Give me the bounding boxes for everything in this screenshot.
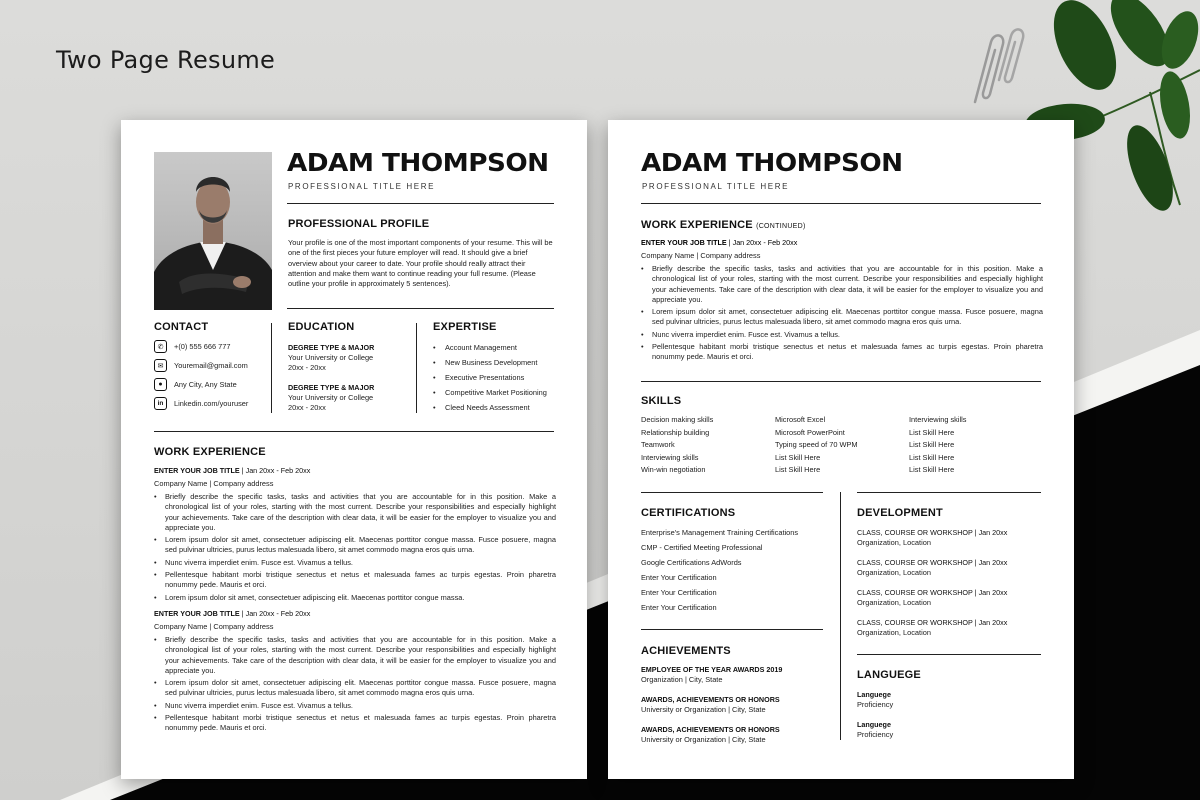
work-bullet: • Nunc viverra imperdiet enim. Fusce est. Vivamus a tellus. xyxy=(641,330,1043,340)
divider xyxy=(641,381,1041,382)
expertise-item: • Executive Presentations xyxy=(433,370,547,385)
work-bullet: • Lorem ipsum dolor sit amet, consectetuer adipiscing elit. Maecenas porttitor congue massa. xyxy=(154,593,556,603)
work-bullet: • Lorem ipsum dolor sit amet, consectetuer adipiscing elit. Maecenas porttitor congue massa. Fusce posuere, magna sed pulvinar ultricies, purus lectus malesuada libero, sit amet commodo magna eros quis urna. xyxy=(154,535,556,556)
resume-page-2 xyxy=(608,120,1074,779)
contact-linkedin[interactable]: in Linkedin.com/youruser xyxy=(154,394,248,413)
expertise-item: • Competitive Market Positioning xyxy=(433,385,547,400)
work-entry: ENTER YOUR JOB TITLE | Jan 20xx - Feb 20xx Company Name | Company address • Briefly describe the specific tasks, tasks and activities that you are accountable for in this position. Make a chronological list of your roles, starting with the most current. Describe your responsibilities and especially highlight your achievements. Take care of the description with clear data, it will be easier for the employer to visualize you and appreciate you. • Lorem ipsum dolor sit amet, consectetuer adipiscing elit. Maecenas porttitor congue massa. Fusce posuere, magna sed pulvinar ultricies, purus lectus malesuada libero, sit amet commodo magna eros quis urna. • Nunc viverra imperdiet enim. Fusce est. Vivamus a tellus. • Pellentesque habitant morbi tristique senectus et netus et malesuada fames ac turpis egestas. Proin pharetra nonummy pede. Mauris et orci. • Lorem ipsum dolor sit amet, consectetuer adipiscing elit. Maecenas porttitor congue massa. xyxy=(154,466,556,603)
language-list xyxy=(857,690,893,747)
achievements-list xyxy=(641,665,782,752)
contact-location: ● Any City, Any State xyxy=(154,375,248,394)
contact-list xyxy=(154,337,248,413)
divider xyxy=(641,203,1041,204)
certification-item: Enter Your Certification xyxy=(641,588,717,597)
work-bullet: • Pellentesque habitant morbi tristique senectus et netus et malesuada fames ac turpis egestas. Proin pharetra nonummy pede. Mauris et orci. xyxy=(641,342,1043,363)
language-item: Languege Proficiency xyxy=(857,720,894,739)
work-heading: WORK EXPERIENCE xyxy=(154,446,266,458)
achievements-heading: ACHIEVEMENTS xyxy=(641,645,731,657)
certification-item: Enter Your Certification xyxy=(641,573,717,582)
skills-heading: SKILLS xyxy=(641,395,682,407)
language-heading: LANGUEGE xyxy=(857,669,921,681)
divider xyxy=(641,629,823,630)
profile-photo xyxy=(154,152,272,310)
skills-column: Microsoft Excel Microsoft PowerPoint Typing speed of 70 WPM List Skill Here List Skill Here xyxy=(775,415,858,475)
banner-title: Two Page Resume xyxy=(56,46,276,74)
education-list xyxy=(288,343,374,420)
education-item: DEGREE TYPE & MAJOR Your University or College 20xx - 20xx xyxy=(288,383,375,412)
candidate-name: ADAM THOMPSON xyxy=(287,148,549,177)
work-bullet: • Briefly describe the specific tasks, tasks and activities that you are accountable for in this position. Make a chronological list of your roles, starting with the most current. Describe your responsibilities and especially highlight your achievements. Take care of the description with clear data, it will be easier for the employer to visualize you and appreciate you. xyxy=(154,492,556,533)
resume-page-1 xyxy=(121,120,587,779)
divider xyxy=(287,203,554,204)
candidate-name: ADAM THOMPSON xyxy=(641,148,903,177)
certifications-heading: CERTIFICATIONS xyxy=(641,507,736,519)
contact-phone: ✆ +(0) 555 666 777 xyxy=(154,337,248,356)
work-entry: ENTER YOUR JOB TITLE | Jan 20xx - Feb 20xx Company Name | Company address • Briefly describe the specific tasks, tasks and activities that you are accountable for in this position. Make a chronological list of your roles, starting with the most current. Describe your responsibilities and especially highlight your achievements. Take care of the description with clear data, it will be easier for the employer to visualize you and appreciate you. • Lorem ipsum dolor sit amet, consectetuer adipiscing elit. Maecenas porttitor congue massa. Fusce posuere, magna sed pulvinar ultricies, purus lectus malesuada libero, sit amet commodo magna eros quis urna. • Nunc viverra imperdiet enim. Fusce est. Vivamus a tellus. • Pellentesque habitant morbi tristique senectus et netus et malesuada fames ac turpis egestas. Proin pharetra nonummy pede. Mauris et orci. xyxy=(641,238,1043,365)
education-heading: EDUCATION xyxy=(288,321,355,333)
skills-column: Decision making skills Relationship building Teamwork Interviewing skills Win-win negotiation xyxy=(641,415,714,475)
education-item: DEGREE TYPE & MAJOR Your University or College 20xx - 20xx xyxy=(288,343,375,372)
skills-grid xyxy=(641,414,1043,477)
development-item: CLASS, COURSE OR WORKSHOP | Jan 20xx Organization, Location xyxy=(857,618,1008,637)
paperclip-decoration xyxy=(955,22,1035,112)
expertise-heading: EXPERTISE xyxy=(433,321,497,333)
certifications-list xyxy=(641,525,798,615)
work-bullet: • Briefly describe the specific tasks, tasks and activities that you are accountable for in this position. Make a chronological list of your roles, starting with the most current. Describe your responsibilities and especially highlight your achievements. Take care of the description with clear data, it will be easier for the employer to visualize you and appreciate you. xyxy=(641,264,1043,305)
linkedin-icon: in xyxy=(154,397,167,410)
divider xyxy=(287,308,554,309)
work-bullet: • Lorem ipsum dolor sit amet, consectetuer adipiscing elit. Maecenas porttitor congue massa. Fusce posuere, magna sed pulvinar ultricies, purus lectus malesuada libero, sit amet commodo magna eros quis urna. xyxy=(154,678,556,699)
work-bullet: • Briefly describe the specific tasks, tasks and activities that you are accountable for in this position. Make a chronological list of your roles, starting with the most current. Describe your responsibilities and especially highlight your achievements. Take care of the description with clear data, it will be easier for the employer to visualize you and appreciate you. xyxy=(154,635,556,676)
expertise-item: • New Business Development xyxy=(433,355,547,370)
achievement-item: AWARDS, ACHIEVEMENTS OR HONORS University or Organization | City, State xyxy=(641,725,780,744)
expertise-list xyxy=(433,340,547,415)
professional-title: PROFESSIONAL TITLE HERE xyxy=(642,182,790,191)
column-divider xyxy=(416,323,417,413)
development-item: CLASS, COURSE OR WORKSHOP | Jan 20xx Organization, Location xyxy=(857,528,1008,547)
divider xyxy=(154,431,554,432)
phone-icon: ✆ xyxy=(154,340,167,353)
expertise-item: • Cleed Needs Assessment xyxy=(433,400,547,415)
achievement-item: AWARDS, ACHIEVEMENTS OR HONORS University or Organization | City, State xyxy=(641,695,780,714)
achievement-item: EMPLOYEE OF THE YEAR AWARDS 2019 Organization | City, State xyxy=(641,665,783,684)
column-divider xyxy=(271,323,272,413)
development-item: CLASS, COURSE OR WORKSHOP | Jan 20xx Organization, Location xyxy=(857,588,1008,607)
divider xyxy=(641,492,823,493)
language-item: Languege Proficiency xyxy=(857,690,894,709)
work-bullet: • Nunc viverra imperdiet enim. Fusce est. Vivamus a tellus. xyxy=(154,701,556,711)
profile-heading: PROFESSIONAL PROFILE xyxy=(288,218,430,230)
certification-item: Enterprise's Management Training Certifications xyxy=(641,528,799,537)
divider xyxy=(857,492,1041,493)
contact-email[interactable]: ✉ Youremail@gmail.com xyxy=(154,356,248,375)
development-heading: DEVELOPMENT xyxy=(857,507,943,519)
contact-heading: CONTACT xyxy=(154,321,209,333)
development-list xyxy=(857,528,1007,645)
work-list xyxy=(154,466,556,736)
development-item: CLASS, COURSE OR WORKSHOP | Jan 20xx Organization, Location xyxy=(857,558,1008,577)
work-bullet: • Pellentesque habitant morbi tristique senectus et netus et malesuada fames ac turpis egestas. Proin pharetra nonummy pede. Mauris et orci. xyxy=(154,713,556,734)
certification-item: Google Certifications AdWords xyxy=(641,558,742,567)
certification-item: CMP - Certified Meeting Professional xyxy=(641,543,763,552)
expertise-item: • Account Management xyxy=(433,340,547,355)
location-icon: ● xyxy=(154,378,167,391)
column-divider xyxy=(840,492,841,740)
divider xyxy=(857,654,1041,655)
certification-item: Enter Your Certification xyxy=(641,603,717,612)
work-bullet: • Nunc viverra imperdiet enim. Fusce est. Vivamus a tellus. xyxy=(154,558,556,568)
work-continued-heading: WORK EXPERIENCE (CONTINUED) xyxy=(641,219,806,231)
email-icon: ✉ xyxy=(154,359,167,372)
profile-text: Your profile is one of the most important components of your resume. This will be one of the first pieces your future employer will read. It should give a brief overview about your career to date. Your profile should really attract their attention and make them want to continue reading your full resume. (Please outline your profile in approximately 5 sentences). xyxy=(288,238,553,289)
work-entry: ENTER YOUR JOB TITLE | Jan 20xx - Feb 20xx Company Name | Company address • Briefly describe the specific tasks, tasks and activities that you are accountable for in this position. Make a chronological list of your roles, starting with the most current. Describe your responsibilities and especially highlight your achievements. Take care of the description with clear data, it will be easier for the employer to visualize you and appreciate you. • Lorem ipsum dolor sit amet, consectetuer adipiscing elit. Maecenas porttitor congue massa. Fusce posuere, magna sed pulvinar ultricies, purus lectus malesuada libero, sit amet commodo magna eros quis urna. • Nunc viverra imperdiet enim. Fusce est. Vivamus a tellus. • Pellentesque habitant morbi tristique senectus et netus et malesuada fames ac turpis egestas. Proin pharetra nonummy pede. Mauris et orci. xyxy=(154,609,556,734)
work-bullet: • Lorem ipsum dolor sit amet, consectetuer adipiscing elit. Maecenas porttitor congue massa. Fusce posuere, magna sed pulvinar ultricies, purus lectus malesuada libero, sit amet commodo magna eros quis urna. xyxy=(641,307,1043,328)
skills-column: Interviewing skills List Skill Here List Skill Here List Skill Here List Skill Here xyxy=(909,415,967,475)
portrait-icon xyxy=(154,152,272,310)
work-bullet: • Pellentesque habitant morbi tristique senectus et netus et malesuada fames ac turpis egestas. Proin pharetra nonummy pede. Mauris et orci. xyxy=(154,570,556,591)
professional-title: PROFESSIONAL TITLE HERE xyxy=(288,182,436,191)
